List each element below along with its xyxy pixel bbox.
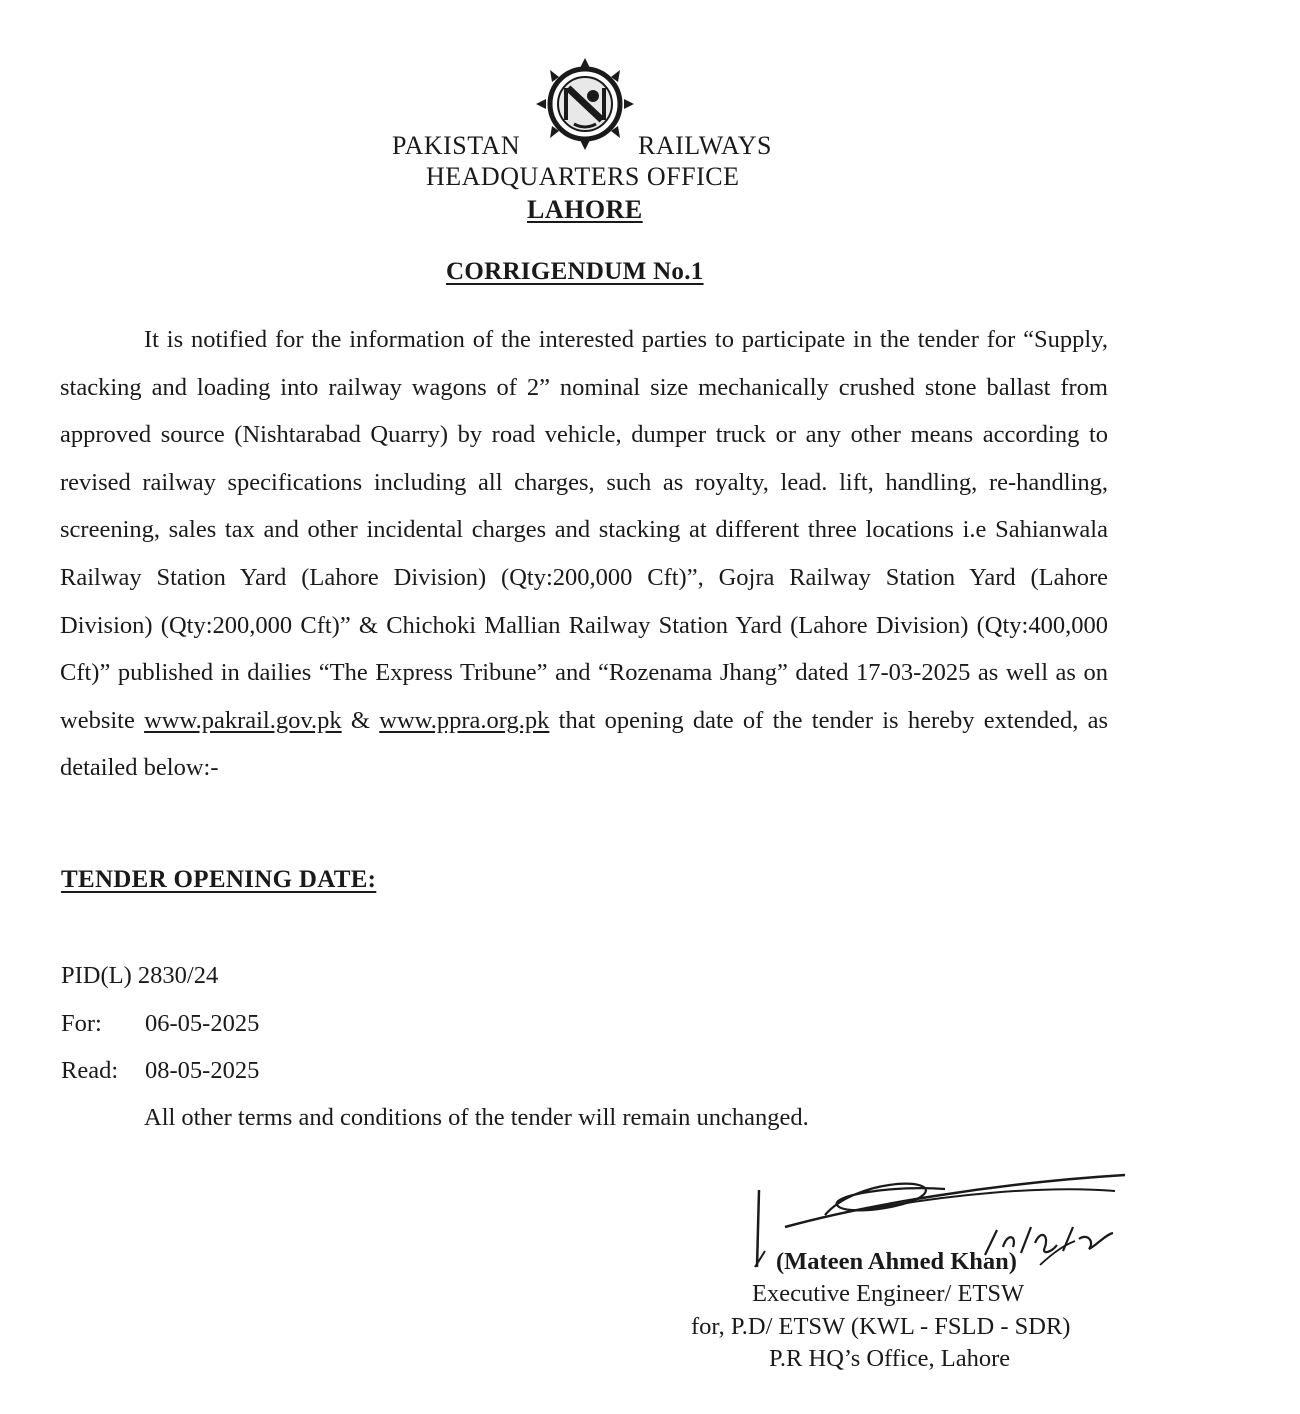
body-part1: It is notified for the information of the interested parties to participate in the tender for “Supply, stacking and loading into railway wagons of 2” nominal size mechanically crushed stone ballast from approved source (Nishtarabad Quarry) by road vehicle, dumper truck or any other means according to revised railway specifications including all charges, such as royalty, lead. lift, handling, re-handling, screening, sales tax and other incidental charges and stacking at different three locations i.e Sahianwala Railway Station Yard (Lahore Division) (Qty:200,000 Cft)”, Gojra Railway Station Yard (Lahore Division) (Qty:200,000 Cft)” & Chichoki Mallian Railway Station Yard (Lahore Division) (Qty:400,000 Cft)” published in dailies “The Express Tribune” and “Rozenama Jhang” dated 17-03-2025 as well as on website <box>60 326 1108 734</box>
document-title: CORRIGENDUM No.1 <box>446 258 704 285</box>
website-link-pakrail[interactable]: www.pakrail.gov.pk <box>144 706 342 734</box>
tender-read-row <box>61 1057 259 1085</box>
website-link-ppra[interactable]: www.ppra.org.pk <box>379 706 550 734</box>
signatory-for-line: for, P.D/ ETSW (KWL - FSLD - SDR) <box>691 1313 1071 1340</box>
for-date: 06-05-2025 <box>145 1010 260 1037</box>
header-city: LAHORE <box>527 195 643 224</box>
signatory-designation: Executive Engineer/ ETSW <box>752 1280 1025 1307</box>
signatory-name: (Mateen Ahmed Khan) <box>776 1248 1017 1275</box>
header-org-right: RAILWAYS <box>638 131 773 160</box>
for-label: For: <box>61 1010 102 1037</box>
body-ampersand: & <box>350 706 370 734</box>
tender-opening-heading: TENDER OPENING DATE: <box>61 866 377 893</box>
body-part2: that opening date of the tender is hereby extended, as detailed below:- <box>60 706 1109 782</box>
body-paragraph <box>60 316 1108 792</box>
tender-for-row <box>61 1010 259 1038</box>
signatory-office: P.R HQ’s Office, Lahore <box>769 1345 1011 1372</box>
tender-pid: PID(L) 2830/24 <box>61 962 219 989</box>
pakistan-railways-emblem-icon <box>528 58 642 150</box>
header-org-left: PAKISTAN <box>392 131 521 160</box>
read-date: 08-05-2025 <box>145 1057 260 1084</box>
header-office: HEADQUARTERS OFFICE <box>426 162 740 191</box>
closing-statement: All other terms and conditions of the tender will remain unchanged. <box>144 1104 809 1131</box>
read-label: Read: <box>61 1057 119 1084</box>
